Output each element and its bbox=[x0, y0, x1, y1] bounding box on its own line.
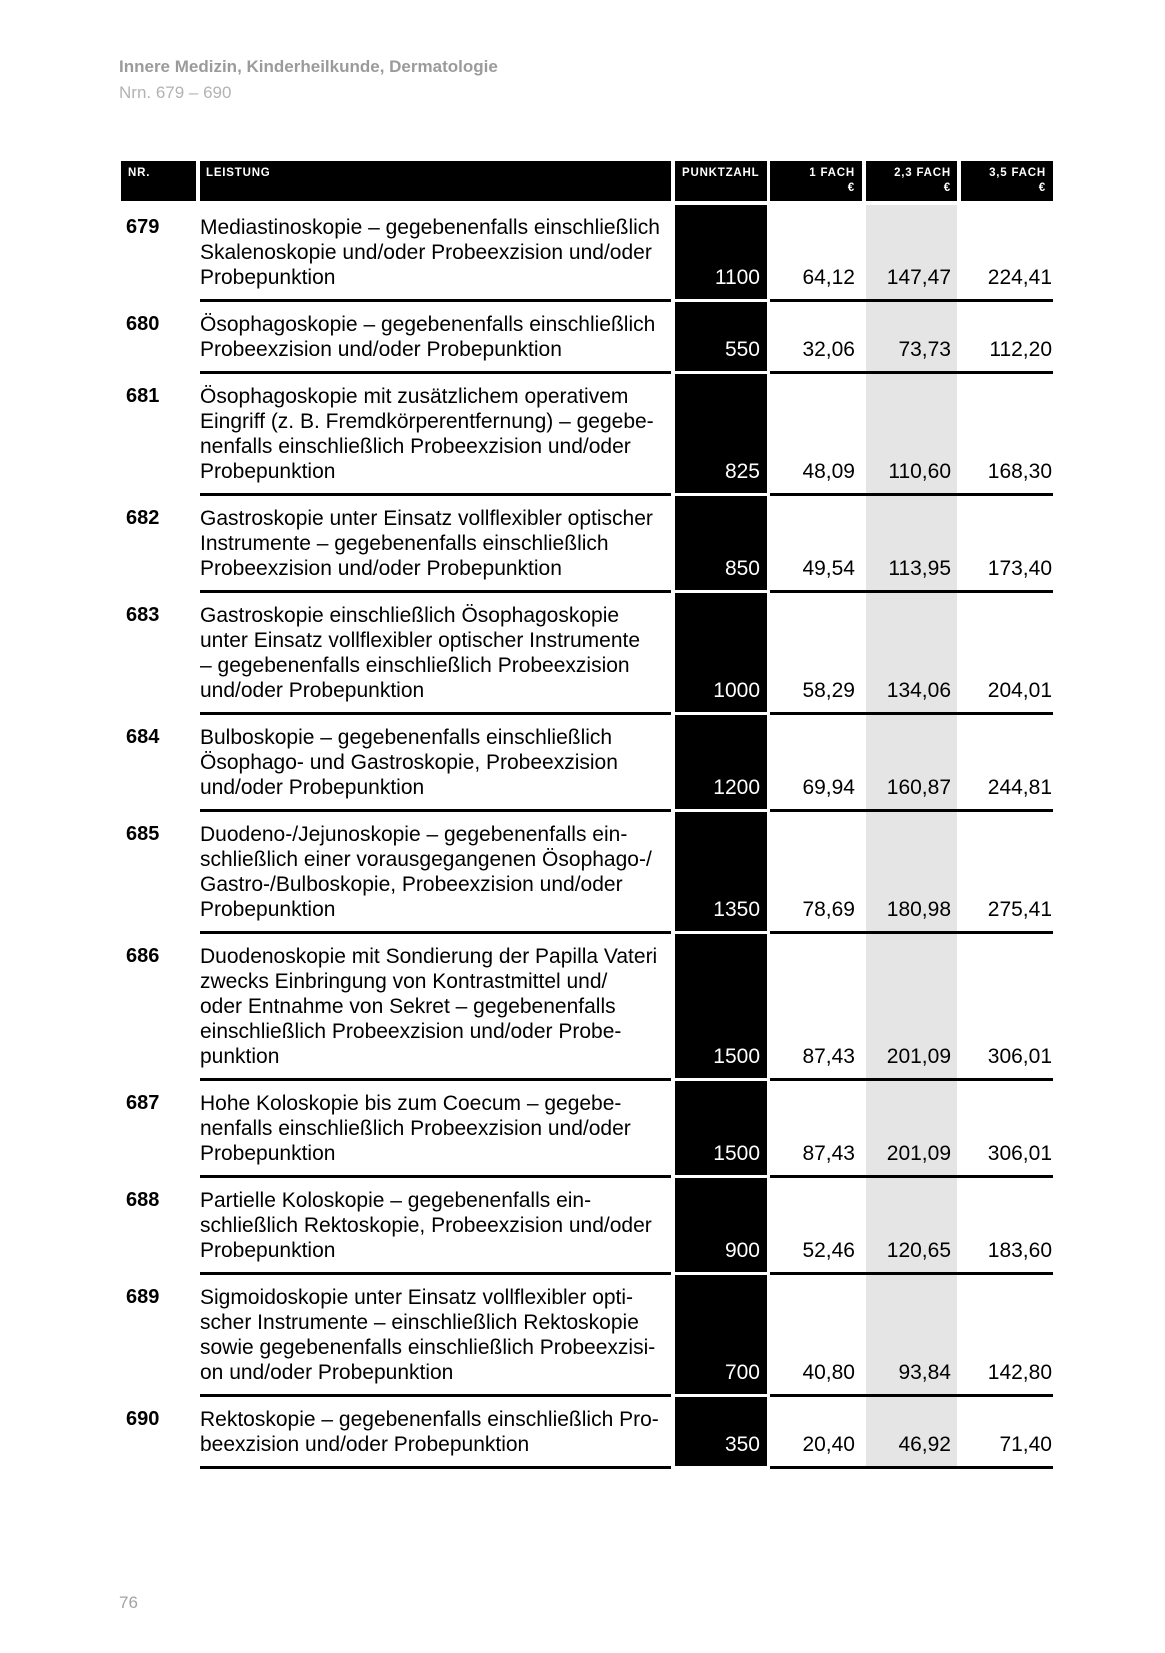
description-line: Eingriff (z. B. Fremdkörperentfernung) – gegebe- bbox=[200, 410, 654, 433]
description-line: – gegebenenfalls einschließlich Probeexzision bbox=[200, 654, 630, 677]
section-title: Innere Medizin, Kinderheilkunde, Dermatologie bbox=[119, 57, 498, 76]
service-description bbox=[200, 1397, 671, 1469]
fee-3-5-fach: 173,40 bbox=[957, 496, 1053, 593]
table-row bbox=[121, 1397, 1053, 1469]
punktzahl-value: 1100 bbox=[675, 205, 767, 302]
service-description bbox=[200, 1178, 671, 1275]
fee-3-5-fach: 224,41 bbox=[957, 205, 1053, 302]
fee-1-fach: 69,94 bbox=[770, 715, 866, 812]
description-line: Probeexzision und/oder Probepunktion bbox=[200, 338, 562, 361]
description-line: sowie gegebenenfalls einschließlich Probeexzisi- bbox=[200, 1336, 656, 1359]
row-number: 684 bbox=[126, 726, 160, 748]
description-line: Bulboskopie – gegebenenfalls einschließlich bbox=[200, 726, 613, 749]
punktzahl-value: 825 bbox=[675, 374, 767, 496]
fee-1-fach: 58,29 bbox=[770, 593, 866, 715]
description-line: Probepunktion bbox=[200, 266, 336, 289]
column-header-2-3-fach bbox=[866, 161, 957, 201]
currency-label: € bbox=[1038, 182, 1046, 194]
page-number: 76 bbox=[119, 1593, 138, 1612]
description-line: Ösophagoskopie – gegebenenfalls einschließlich bbox=[200, 313, 656, 336]
fee-2-3-fach: 160,87 bbox=[866, 715, 957, 812]
column-header-label: 3,5 FACH bbox=[989, 167, 1046, 179]
service-description bbox=[200, 934, 671, 1081]
table-row bbox=[121, 205, 1053, 302]
fee-3-5-fach: 168,30 bbox=[957, 374, 1053, 496]
service-description bbox=[200, 812, 671, 934]
punktzahl-value: 1350 bbox=[675, 812, 767, 934]
description-line: Gastroskopie unter Einsatz vollflexibler optischer bbox=[200, 507, 653, 530]
currency-label: € bbox=[943, 182, 951, 194]
description-line: Probepunktion bbox=[200, 898, 336, 921]
fee-2-3-fach: 110,60 bbox=[866, 374, 957, 496]
description-line: schließlich einer vorausgegangenen Ösophago-/ bbox=[200, 848, 652, 871]
table-row bbox=[121, 1275, 1053, 1397]
currency-label: € bbox=[847, 182, 855, 194]
column-header-nr bbox=[121, 161, 196, 201]
table-header bbox=[121, 161, 1053, 201]
fee-3-5-fach: 275,41 bbox=[957, 812, 1053, 934]
column-header-leistung bbox=[200, 161, 671, 201]
fee-3-5-fach: 306,01 bbox=[957, 934, 1053, 1081]
service-description bbox=[200, 1275, 671, 1397]
fee-3-5-fach: 306,01 bbox=[957, 1081, 1053, 1178]
fee-1-fach: 32,06 bbox=[770, 302, 866, 374]
punktzahl-value: 1000 bbox=[675, 593, 767, 715]
fee-1-fach: 40,80 bbox=[770, 1275, 866, 1397]
description-line: Instrumente – gegebenenfalls einschließlich bbox=[200, 532, 609, 555]
description-line: beexzision und/oder Probepunktion bbox=[200, 1433, 530, 1456]
number-range: Nrn. 679 – 690 bbox=[119, 83, 232, 102]
fee-2-3-fach: 201,09 bbox=[866, 1081, 957, 1178]
service-description bbox=[200, 1081, 671, 1178]
description-line: scher Instrumente – einschließlich Rektoskopie bbox=[200, 1311, 639, 1334]
row-number: 683 bbox=[126, 604, 160, 626]
fee-2-3-fach: 134,06 bbox=[866, 593, 957, 715]
description-line: Gastroskopie einschließlich Ösophagoskopie bbox=[200, 604, 620, 627]
service-description bbox=[200, 302, 671, 374]
description-line: Hohe Koloskopie bis zum Coecum – gegebe- bbox=[200, 1092, 622, 1115]
fee-2-3-fach: 73,73 bbox=[866, 302, 957, 374]
table-row bbox=[121, 302, 1053, 374]
service-description bbox=[200, 715, 671, 812]
fee-1-fach: 87,43 bbox=[770, 1081, 866, 1178]
description-line: oder Entnahme von Sekret – gegebenenfalls bbox=[200, 995, 616, 1018]
description-line: unter Einsatz vollflexibler optischer Instrumente bbox=[200, 629, 641, 652]
service-description bbox=[200, 593, 671, 715]
table-row bbox=[121, 593, 1053, 715]
fee-2-3-fach: 147,47 bbox=[866, 205, 957, 302]
column-header-label: 2,3 FACH bbox=[894, 167, 951, 179]
punktzahl-value: 1500 bbox=[675, 1081, 767, 1178]
punktzahl-value: 350 bbox=[675, 1397, 767, 1469]
column-header-punktzahl bbox=[675, 161, 767, 201]
table-row bbox=[121, 1178, 1053, 1275]
punktzahl-value: 550 bbox=[675, 302, 767, 374]
punktzahl-value: 850 bbox=[675, 496, 767, 593]
description-line: Skalenoskopie und/oder Probeexzision und/oder bbox=[200, 241, 652, 264]
fee-2-3-fach: 201,09 bbox=[866, 934, 957, 1081]
fee-2-3-fach: 93,84 bbox=[866, 1275, 957, 1397]
punktzahl-value: 1200 bbox=[675, 715, 767, 812]
service-description bbox=[200, 374, 671, 496]
description-line: Probepunktion bbox=[200, 1142, 336, 1165]
row-number: 680 bbox=[126, 313, 160, 335]
fee-3-5-fach: 244,81 bbox=[957, 715, 1053, 812]
fee-1-fach: 52,46 bbox=[770, 1178, 866, 1275]
fee-1-fach: 64,12 bbox=[770, 205, 866, 302]
column-header-label: LEISTUNG bbox=[206, 167, 271, 179]
table-row bbox=[121, 715, 1053, 812]
row-number: 681 bbox=[126, 385, 160, 407]
service-description bbox=[200, 205, 671, 302]
row-number: 685 bbox=[126, 823, 160, 845]
row-number: 688 bbox=[126, 1189, 160, 1211]
description-line: zwecks Einbringung von Kontrastmittel und/ bbox=[200, 970, 608, 993]
punktzahl-value: 700 bbox=[675, 1275, 767, 1397]
fee-table bbox=[121, 161, 1053, 1469]
row-number: 689 bbox=[126, 1286, 160, 1308]
description-line: punktion bbox=[200, 1045, 280, 1068]
column-header-3-5-fach bbox=[961, 161, 1053, 201]
description-line: nenfalls einschließlich Probeexzision und/oder bbox=[200, 435, 631, 458]
fee-1-fach: 78,69 bbox=[770, 812, 866, 934]
fee-2-3-fach: 113,95 bbox=[866, 496, 957, 593]
punktzahl-value: 1500 bbox=[675, 934, 767, 1081]
column-header-1-fach bbox=[770, 161, 862, 201]
description-line: nenfalls einschließlich Probeexzision und/oder bbox=[200, 1117, 631, 1140]
fee-3-5-fach: 142,80 bbox=[957, 1275, 1053, 1397]
description-line: Duodenoskopie mit Sondierung der Papilla Vateri bbox=[200, 945, 658, 968]
fee-2-3-fach: 120,65 bbox=[866, 1178, 957, 1275]
row-number: 679 bbox=[126, 216, 160, 238]
description-line: und/oder Probepunktion bbox=[200, 776, 425, 799]
fee-3-5-fach: 71,40 bbox=[957, 1397, 1053, 1469]
table-row bbox=[121, 812, 1053, 934]
description-line: und/oder Probepunktion bbox=[200, 679, 425, 702]
column-header-label: NR. bbox=[128, 167, 151, 179]
description-line: on und/oder Probepunktion bbox=[200, 1361, 454, 1384]
fee-3-5-fach: 183,60 bbox=[957, 1178, 1053, 1275]
column-header-label: 1 FACH bbox=[809, 167, 855, 179]
description-line: Probeexzision und/oder Probepunktion bbox=[200, 557, 562, 580]
row-number: 687 bbox=[126, 1092, 160, 1114]
description-line: Gastro-/Bulboskopie, Probeexzision und/oder bbox=[200, 873, 623, 896]
punktzahl-value: 900 bbox=[675, 1178, 767, 1275]
table-row bbox=[121, 496, 1053, 593]
table-row bbox=[121, 934, 1053, 1081]
fee-1-fach: 20,40 bbox=[770, 1397, 866, 1469]
description-line: Partielle Koloskopie – gegebenenfalls ein- bbox=[200, 1189, 592, 1212]
table-row bbox=[121, 374, 1053, 496]
description-line: Duodeno-/Jejunoskopie – gegebenenfalls ein- bbox=[200, 823, 628, 846]
fee-3-5-fach: 204,01 bbox=[957, 593, 1053, 715]
description-line: Probepunktion bbox=[200, 1239, 336, 1262]
description-line: Sigmoidoskopie unter Einsatz vollflexibler opti- bbox=[200, 1286, 634, 1309]
description-line: Probepunktion bbox=[200, 460, 336, 483]
description-line: Rektoskopie – gegebenenfalls einschließlich Pro- bbox=[200, 1408, 659, 1431]
column-header-label: PUNKTZAHL bbox=[682, 167, 760, 179]
fee-2-3-fach: 46,92 bbox=[866, 1397, 957, 1469]
description-line: Ösophago- und Gastroskopie, Probeexzision bbox=[200, 751, 618, 774]
description-line: Ösophagoskopie mit zusätzlichem operativem bbox=[200, 385, 629, 408]
service-description bbox=[200, 496, 671, 593]
description-line: schließlich Rektoskopie, Probeexzision und/oder bbox=[200, 1214, 652, 1237]
row-number: 686 bbox=[126, 945, 160, 967]
row-number: 690 bbox=[126, 1408, 160, 1430]
row-number: 682 bbox=[126, 507, 160, 529]
fee-3-5-fach: 112,20 bbox=[957, 302, 1053, 374]
fee-2-3-fach: 180,98 bbox=[866, 812, 957, 934]
fee-1-fach: 49,54 bbox=[770, 496, 866, 593]
fee-1-fach: 48,09 bbox=[770, 374, 866, 496]
table-row bbox=[121, 1081, 1053, 1178]
description-line: Mediastinoskopie – gegebenenfalls einschließlich bbox=[200, 216, 660, 239]
table-body bbox=[121, 205, 1053, 1469]
description-line: einschließlich Probeexzision und/oder Probe- bbox=[200, 1020, 622, 1043]
fee-1-fach: 87,43 bbox=[770, 934, 866, 1081]
